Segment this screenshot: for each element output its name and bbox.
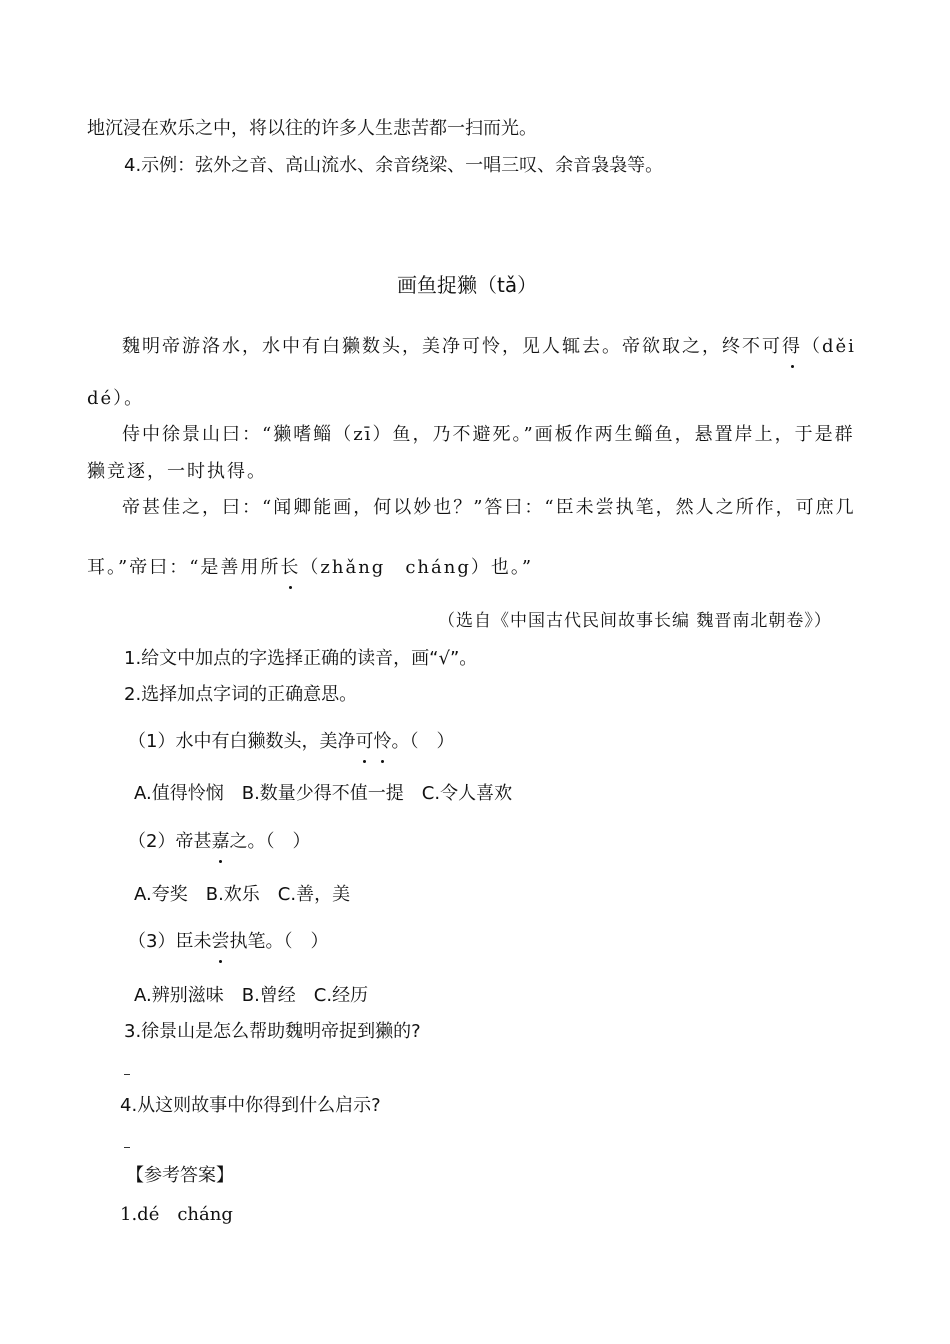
story-paragraph-2: 侍中徐景山曰：“獭嗜鲻（zī）鱼，乃不避死。”画板作两生鲻鱼，悬置岸上，于是群 bbox=[122, 424, 855, 445]
pinyin-options: （děi bbox=[802, 336, 856, 357]
question-2-1-options: A.值得怜悯 B.数量少得不值一提 C.令人喜欢 bbox=[134, 783, 513, 804]
story-paragraph-2-cont: 獭竞逐，一时执得。 bbox=[87, 461, 267, 482]
answer-blank: 之。（ ） bbox=[229, 831, 311, 852]
question-2-2-options: A.夸奖 B.欢乐 C.善，美 bbox=[134, 884, 351, 905]
question-2-3 bbox=[128, 929, 328, 955]
dotted-char: 尝 bbox=[211, 929, 229, 955]
story-paragraph-1-cont: dé）。 bbox=[87, 388, 145, 409]
pinyin-options: （zhǎng cháng）也。” bbox=[300, 557, 534, 578]
question-3: 3.徐景山是怎么帮助魏明帝捉到獭的? bbox=[124, 1021, 421, 1042]
question-2: 2.选择加点字词的正确意思。 bbox=[124, 684, 358, 705]
answer-1: 1.dé cháng bbox=[120, 1204, 233, 1225]
story-paragraph-3: 帝甚佳之，曰：“闻卿能画，何以妙也？”答曰：“臣未尝执笔，然人之所作，可庶几 bbox=[122, 497, 856, 518]
question-2-1 bbox=[128, 729, 454, 755]
question-1: 1.给文中加点的字选择正确的读音，画“√”。 bbox=[124, 648, 478, 669]
question-2-3-options: A.辨别滋味 B.曾经 C.经历 bbox=[134, 985, 369, 1006]
dotted-char: 可 bbox=[355, 729, 373, 755]
dotted-char: 嘉 bbox=[211, 829, 229, 855]
story-title: 画鱼捉獭（tǎ） bbox=[397, 273, 538, 297]
story-paragraph-1 bbox=[122, 334, 856, 360]
question-text: （3）臣未 bbox=[128, 931, 212, 952]
story-source: （选自《中国古代民间故事长编 魏晋南北朝卷》） bbox=[438, 611, 832, 631]
answer-line-3 bbox=[124, 1074, 130, 1075]
answer-line-4 bbox=[124, 1147, 130, 1148]
dotted-char: 长 bbox=[280, 555, 300, 581]
story-paragraph-3-cont bbox=[87, 555, 533, 581]
prev-paragraph-end: 地沉浸在欢乐之中，将以往的许多人生悲苦都一扫而光。 bbox=[87, 118, 537, 139]
question-4: 4.从这则故事中你得到什么启示? bbox=[120, 1095, 381, 1116]
story-text: 耳。”帝曰：“是善用所 bbox=[87, 557, 281, 578]
story-text: 魏明帝游洛水，水中有白獭数头，美净可怜，见人辄去。帝欲取之，终不可 bbox=[122, 336, 782, 357]
question-text: （2）帝甚 bbox=[128, 831, 212, 852]
dotted-char: 怜 bbox=[373, 729, 391, 755]
answers-heading: 【参考答案】 bbox=[126, 1165, 234, 1186]
dotted-char: 得 bbox=[782, 334, 802, 360]
prev-answer-4: 4.示例：弦外之音、高山流水、余音绕梁、一唱三叹、余音袅袅等。 bbox=[124, 155, 664, 176]
question-text: （1）水中有白獭数头，美净 bbox=[128, 731, 356, 752]
answer-blank: 执笔。（ ） bbox=[229, 931, 329, 952]
question-2-2 bbox=[128, 829, 310, 855]
answer-blank: 。（ ） bbox=[391, 731, 455, 752]
